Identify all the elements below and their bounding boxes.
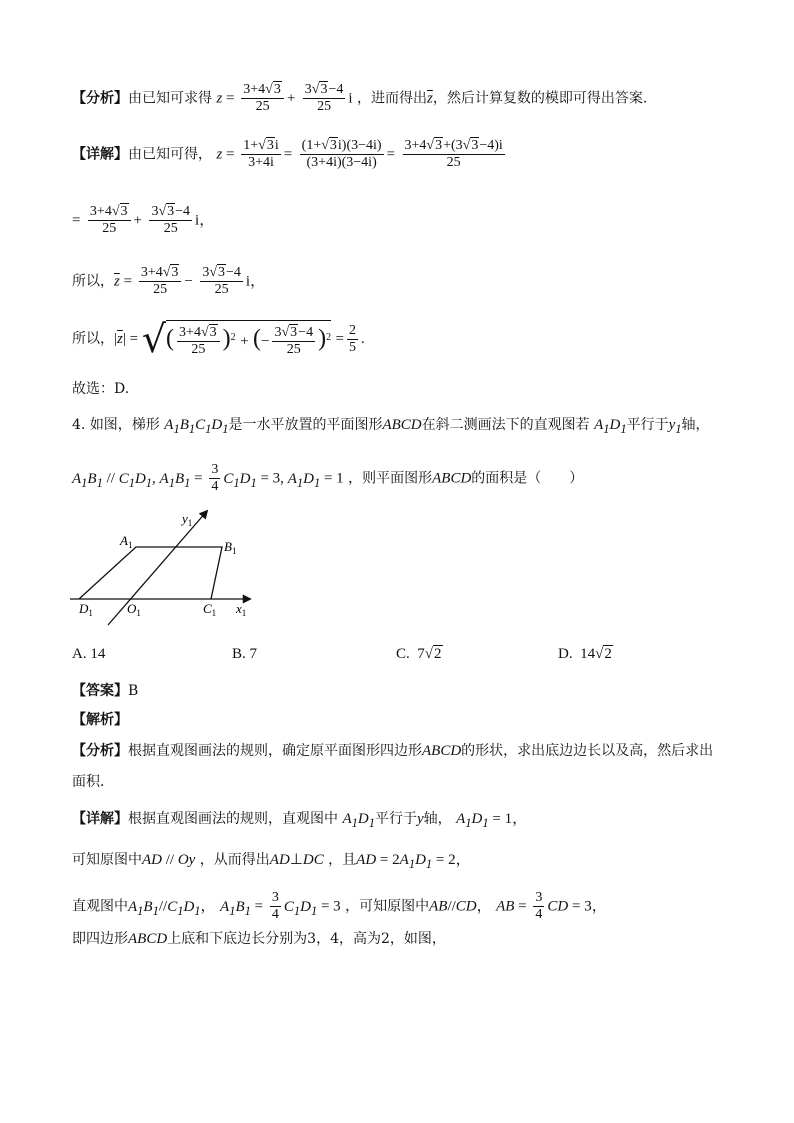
jiexi-line bbox=[72, 713, 128, 727]
label-x1: $x_1$ bbox=[236, 601, 247, 618]
trapezoid-figure bbox=[60, 505, 270, 630]
label-o1: $O_1$ bbox=[127, 601, 141, 618]
conjugate-line: 所以，$\overline{z}$ = $\frac{3+4√3}{25}$ − $\frac{3√3-4}{25}$ i， bbox=[72, 265, 266, 298]
option-a[interactable]: A. 14 bbox=[72, 646, 106, 662]
solution-analysis-line-2: 面积． bbox=[72, 774, 114, 790]
question-line-2: $A_1B_1 // C_1D_1$, $A_1B_1$ = $\frac{3}{4}$ $C_1D_1 = 3$, $A_1D_1 = 1$ ，则平面图形ABCD的面积是（ ） bbox=[72, 462, 584, 495]
answer-value: B bbox=[128, 683, 139, 699]
solution-known-line: 可知原图中AD // Oy ，从而得出AD⊥DC ，且AD = $2A_1D_1 = 2$， bbox=[72, 852, 471, 871]
fraction: $\frac{3√3-4}{25}$ bbox=[304, 82, 344, 115]
question-line-1: 4. 如图，梯形 $A_1B_1C_1D_1$是一水平放置的平面图形ABCD在斜二测画法下的直观图若 $A_1D_1$平行于$y_1$轴， bbox=[72, 417, 710, 436]
analysis-line: 【分析】由已知可求得 z = $\frac{3+4√3}{25}$ + $\frac{3√3-4}{25}$ i ，进而得出$\overline{z}$，然后计算复数的模即可得出答案. bbox=[72, 82, 648, 115]
trapezoid bbox=[79, 547, 222, 599]
detail-line: 【详解】由已知可得， z = $\frac{1+√3i}{3+4i}$ = $\frac{(1+√3i)(3-4i)}{(3+4i)(3-4i)}$ = $\frac{3+4√3+(3√3-4)i}{25}$ bbox=[72, 138, 503, 171]
detail-tag: 【详解】 bbox=[72, 146, 128, 163]
equation-line: = $\frac{3+4√3}{25}$ + $\frac{3√3-4}{25}$ i， bbox=[72, 204, 215, 237]
label-c1: $C_1$ bbox=[203, 601, 217, 618]
modulus-line: 所以，$|\overline{z}|$ = √( $\frac{3+4√3}{25}$ )$^2$ + (− $\frac{3√3-4}{25}$ )$^2$ = $\frac{2}{5}$ . bbox=[72, 317, 365, 362]
solution-analysis-line-1: 【分析】根据直观图画法的规则，确定原平面图形四边形ABCD的形状，求出底边边长以及高，然后求出 bbox=[72, 743, 714, 759]
jiexi-tag: 【解析】 bbox=[72, 712, 128, 728]
label-y1: $y_1$ bbox=[182, 511, 193, 528]
solution-detail-line: 【详解】根据直观图画法的规则，直观图中 $A_1D_1$平行于y轴， $A_1D_1 = 1$， bbox=[72, 811, 528, 830]
solution-view-line: 直观图中$A_1B_1//C_1D_1$， $A_1B_1$ = $\frac{3}{4}$ $C_1D_1 = 3$ ，可知原图中AB//CD， AB = $\frac{3}{4}$ CD = 3， bbox=[72, 890, 607, 923]
answer-line bbox=[72, 684, 138, 698]
analysis-tag: 【分析】 bbox=[72, 90, 128, 107]
fraction: $\frac{3+4√3}{25}$ bbox=[241, 82, 284, 115]
solution-final-line: 即四边形ABCD上底和下底边长分别为3，4，高为2，如图， bbox=[72, 931, 446, 947]
label-d1: $D_1$ bbox=[79, 601, 93, 618]
option-b[interactable]: B. 7 bbox=[232, 646, 258, 662]
option-c[interactable]: C. 7√2 bbox=[396, 646, 442, 662]
answer-choice-prev: 故选：D. bbox=[72, 381, 130, 397]
answer-tag: 【答案】 bbox=[72, 683, 128, 699]
y-axis bbox=[108, 511, 207, 625]
option-d[interactable]: D. 14√2 bbox=[558, 646, 612, 662]
label-a1: $A_1$ bbox=[120, 533, 133, 550]
label-b1: $B_1$ bbox=[224, 539, 237, 556]
